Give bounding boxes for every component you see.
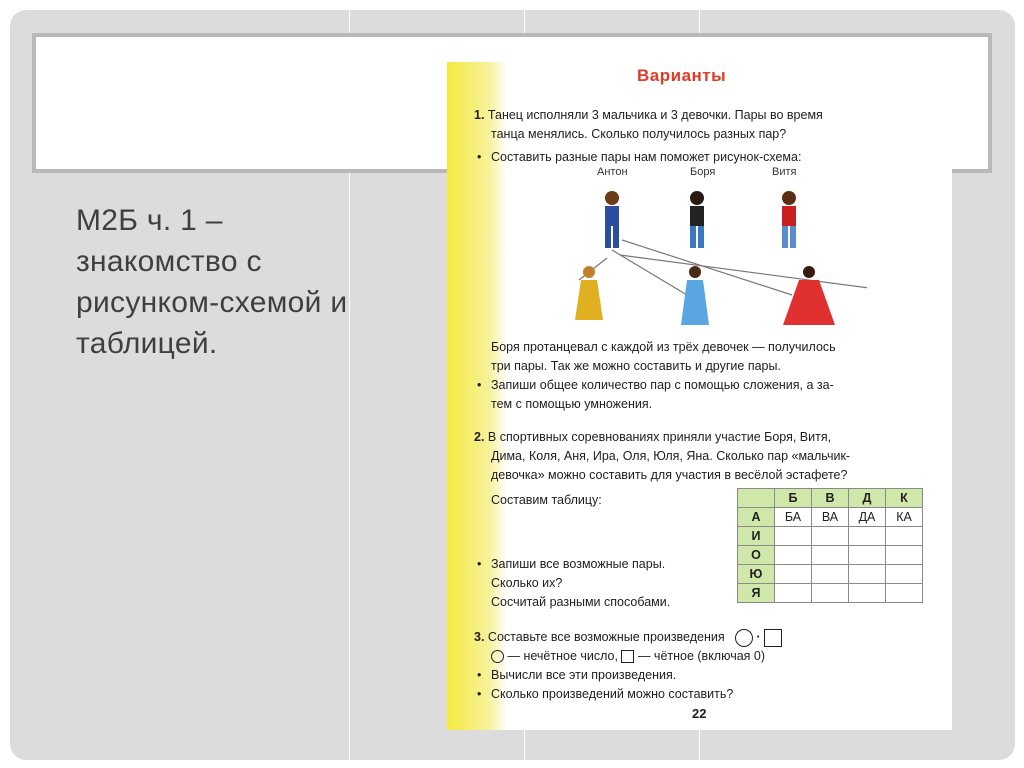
- table-cell: [849, 546, 886, 565]
- page-number: 22: [692, 706, 707, 721]
- table-cell: [775, 527, 812, 546]
- caption-line: М2Б ч. 1 –: [76, 204, 223, 237]
- task1-line: Боря протанцевал с каждой из трёх девочек — получилось: [491, 340, 836, 354]
- table-cell: ДА: [849, 508, 886, 527]
- task3-text: [474, 628, 944, 704]
- task2-line: Сколько их?: [491, 576, 563, 590]
- table-col-header: Д: [849, 489, 886, 508]
- task1-continuation: [491, 338, 946, 414]
- table-cell: [849, 565, 886, 584]
- table-col-header: К: [886, 489, 923, 508]
- task2-line: девочка» можно составить для участия в весёлой эстафете?: [491, 468, 848, 482]
- table-cell: [849, 584, 886, 603]
- table-row-header: Ю: [738, 565, 775, 584]
- table-row: [738, 527, 923, 546]
- figure-label: Боря: [690, 166, 716, 178]
- task-number: 2.: [474, 430, 485, 444]
- legend-even: — чётное (включая 0): [637, 649, 766, 663]
- task3-bullet: • Вычисли все эти произведения.: [491, 668, 676, 682]
- table-cell: КА: [886, 508, 923, 527]
- task2-line: Сосчитай разными способами.: [491, 595, 671, 609]
- task3-line: Составьте все возможные произведения: [487, 630, 725, 644]
- table-row: [738, 546, 923, 565]
- table-cell: [812, 584, 849, 603]
- table-row: [738, 565, 923, 584]
- legend-odd: — нечётное число,: [507, 649, 618, 663]
- slide-caption: [76, 200, 436, 364]
- table-cell: [775, 565, 812, 584]
- table-cell: БА: [775, 508, 812, 527]
- task2-line: Дима, Коля, Аня, Ира, Оля, Юля, Яна. Сколько пар «мальчик-: [491, 449, 851, 463]
- task1-text: [474, 106, 944, 167]
- page-heading: Варианты: [637, 66, 727, 85]
- table-corner: [738, 489, 775, 508]
- table-cell: ВА: [812, 508, 849, 527]
- table-row: [738, 584, 923, 603]
- task3-bullet: • Сколько произведений можно составить?: [491, 687, 733, 701]
- task2-line: В спортивных соревнованиях приняли участие Боря, Витя,: [487, 430, 832, 444]
- table-row: [738, 508, 923, 527]
- caption-line: знакомство с: [76, 245, 262, 278]
- caption-line: таблицей.: [76, 327, 218, 360]
- table-cell: [886, 584, 923, 603]
- pairs-table: [737, 488, 923, 603]
- task2-bullets: [491, 555, 731, 612]
- table-row-header: И: [738, 527, 775, 546]
- task1-line: три пары. Так же можно составить и другие пары.: [491, 359, 781, 373]
- square-icon: [621, 650, 634, 663]
- table-cell: [812, 565, 849, 584]
- figure-label: Витя: [772, 166, 797, 178]
- table-cell: [886, 546, 923, 565]
- task-number: 3.: [474, 630, 485, 644]
- task2-table-intro: Составим таблицу:: [491, 493, 602, 507]
- figure-label: Антон: [597, 166, 628, 178]
- multiply-dot: ·: [756, 630, 761, 644]
- table-cell: [886, 565, 923, 584]
- table-cell: [849, 527, 886, 546]
- table-cell: [812, 546, 849, 565]
- table-cell: [886, 527, 923, 546]
- circle-icon: [491, 650, 504, 663]
- square-icon: [764, 629, 782, 647]
- task1-line: Танец исполняли 3 мальчика и 3 девочки. Пары во время: [487, 108, 823, 122]
- table-row-header: О: [738, 546, 775, 565]
- caption-line: рисунком-схемой и: [76, 286, 348, 319]
- task1-line: танца менялись. Сколько получилось разных пар?: [491, 127, 787, 141]
- circle-icon: [735, 629, 753, 647]
- table-row-header: Я: [738, 584, 775, 603]
- task2-bullet: • Запиши все возможные пары.: [491, 557, 665, 571]
- table-col-header: Б: [775, 489, 812, 508]
- table-row-header: А: [738, 508, 775, 527]
- task1-bullet: • Запиши общее количество пар с помощью сложения, а за-: [491, 378, 834, 392]
- boy-figure: [605, 191, 619, 248]
- table-cell: [775, 546, 812, 565]
- table-col-header: В: [812, 489, 849, 508]
- task-number: 1.: [474, 108, 485, 122]
- textbook-page-image: [447, 62, 952, 730]
- task1-line: тем с помощью умножения.: [491, 397, 653, 411]
- table-cell: [812, 527, 849, 546]
- table-cell: [775, 584, 812, 603]
- task1-bullet: • Составить разные пары нам поможет рисунок-схема:: [491, 150, 801, 164]
- dance-pairs-diagram: [567, 180, 867, 335]
